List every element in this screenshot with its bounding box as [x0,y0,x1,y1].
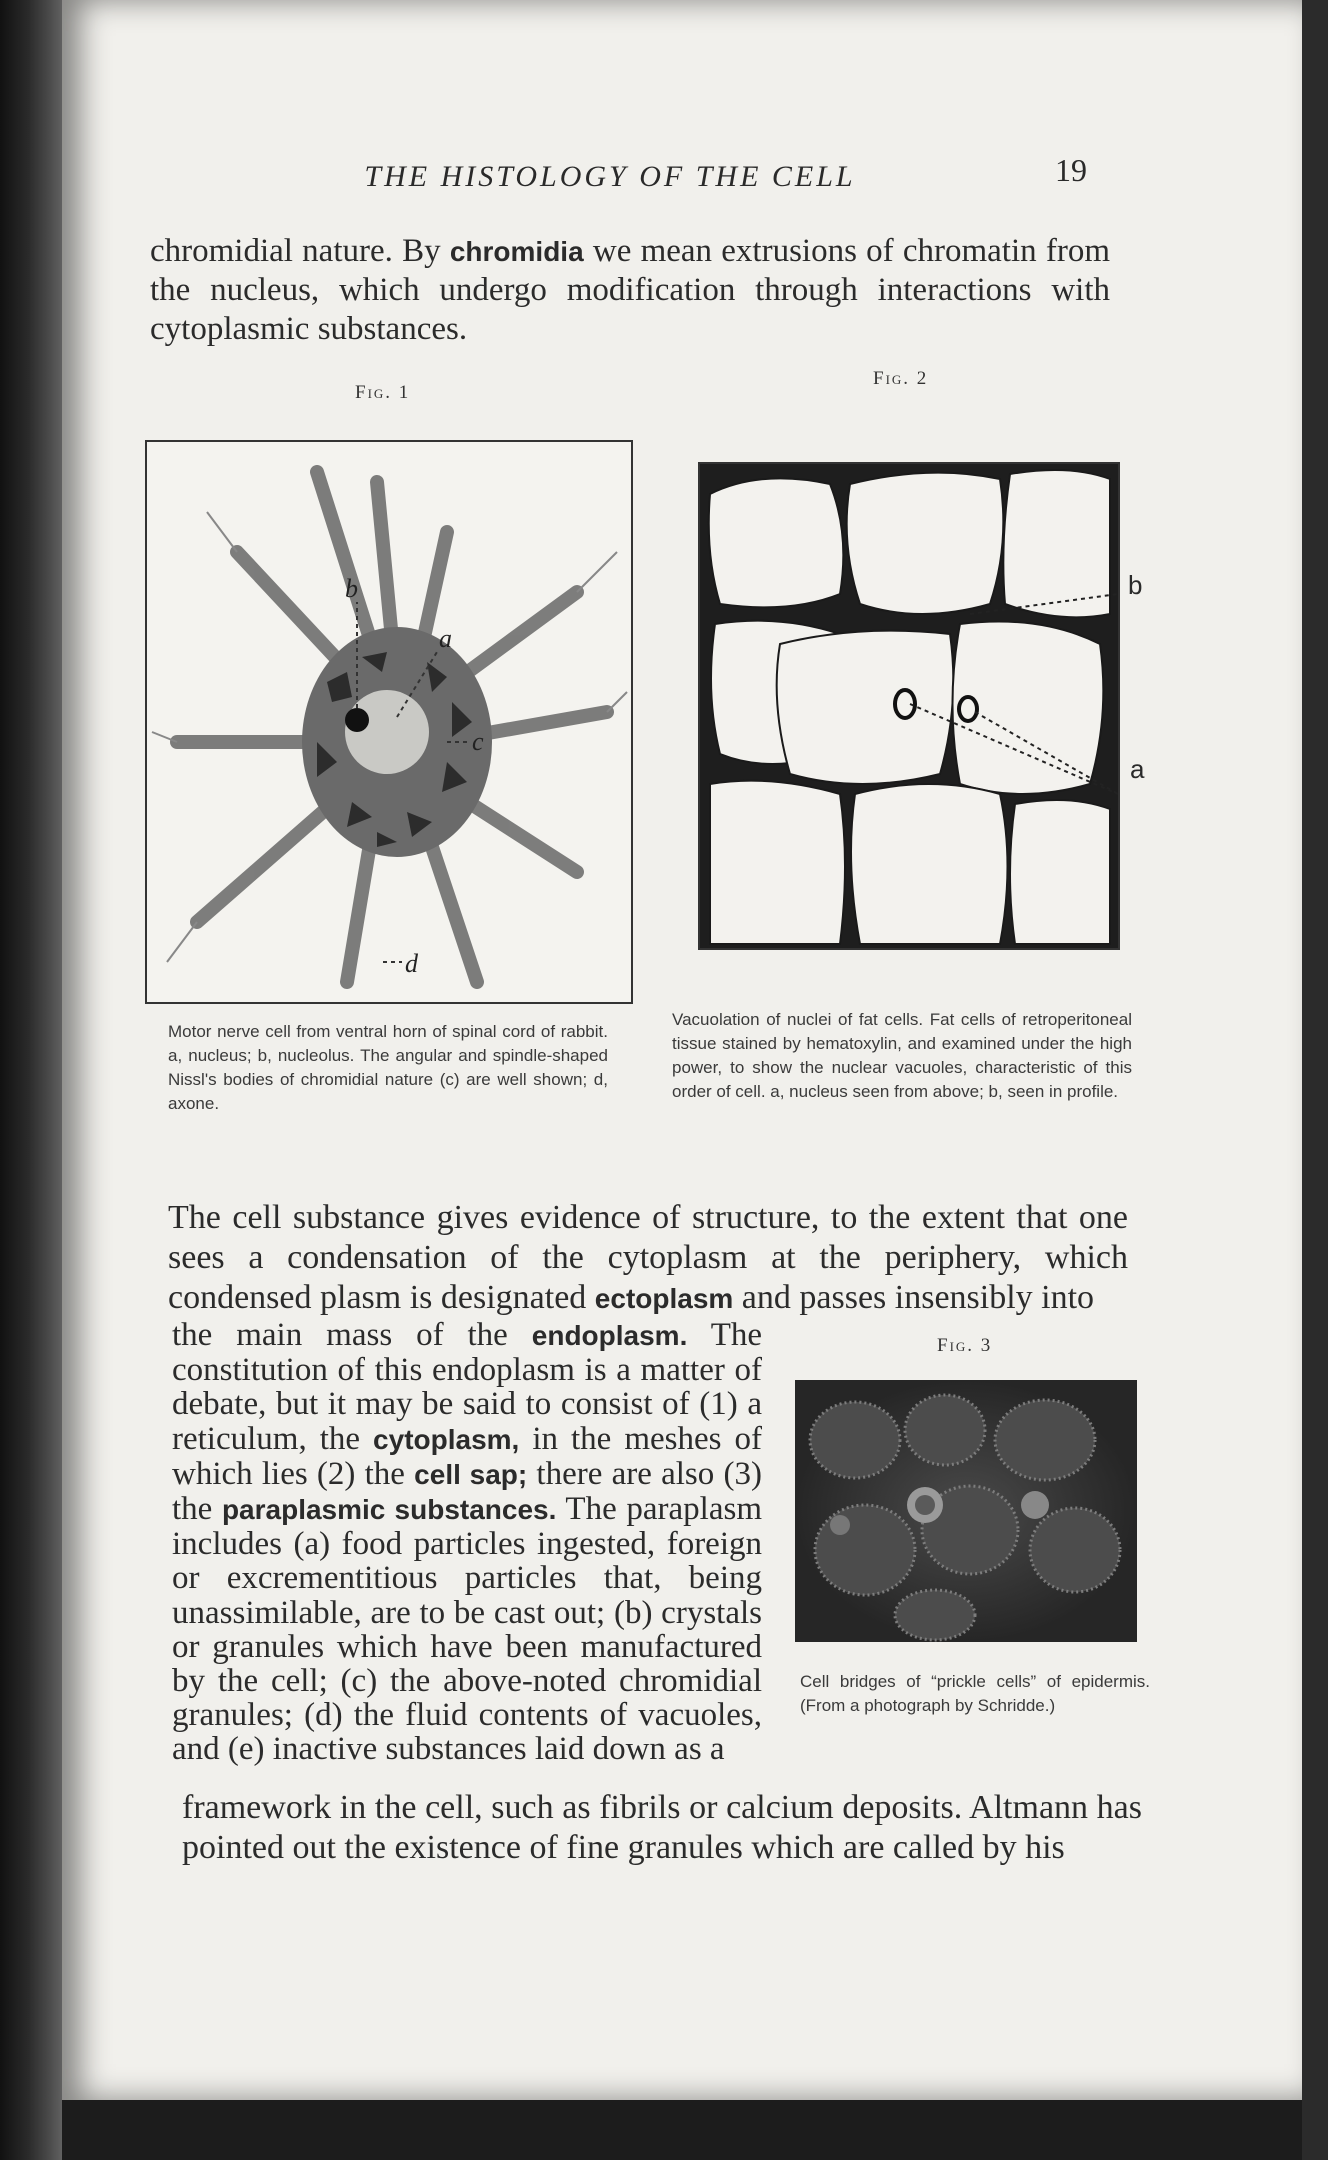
para2-text-4: there are also (3) the [172,1455,762,1528]
fig2-label: Fig. 2 [873,368,929,389]
fig2-caption: Vacuolation of nuclei of fat cells. Fat cells of retroperitoneal tissue stained by hematoxylin, and examined under the high power, to show the nuclear vacuoles, characteristic of this order of cell. a, nucleus seen from above; b, seen in profile. [672,1010,1132,1101]
para2-top-text-1: The cell substance gives evidence of structure, to the extent that one sees a condensation of the cytoplasm at the periphery, which condensed plasm is designated [168,1199,1128,1316]
fat-cells-drawing [700,464,1118,948]
fig1-label-a: a [439,624,452,653]
term-chromidia: chromidia [449,236,584,267]
fig1-caption: Motor nerve cell from ventral horn of spinal cord of rabbit. a, nucleus; b, nucleolus. The angular and spindle-shaped Nissl's bodies of chromidial nature (c) are well shown; d, axone. [168,1022,608,1113]
fig2-label-a: a [1130,754,1145,784]
intro-text-2: we mean extrusions of chromatin from the nucleus, which undergo modification through interactions with cytoplasmic substances. [150,233,1111,347]
fig1-label-b: b [345,574,358,603]
nerve-cell-drawing [147,442,631,1002]
para2-top-text-2: and passes insensibly into [733,1279,1095,1316]
fig1-nerve-cell-illustration [145,440,633,1004]
intro-text-1: chromidial nature. By [150,233,450,269]
prickle-cells-photo-image [795,1380,1137,1642]
fig1-label-c: c [472,727,484,756]
fig2-fat-cells-illustration [698,462,1120,950]
para2-text-5: The paraplasm includes (a) food particles ingested, foreign or excrementitious particles that, being unassimilable, are to be cast out; (b) crystals or granules which have been manufactured by the cell; (c) the above-noted chromidial granules; (d) the fluid contents of vacuoles, and (e) inactive substances laid down as a [172,1491,762,1768]
fig2-label-b: b [1128,570,1143,600]
fig3-label: Fig. 3 [937,1335,993,1356]
para2-top [168,1198,1128,1319]
fig1-label: Fig. 1 [355,382,411,403]
fig3-prickle-cells-photo [795,1380,1137,1642]
term-cytoplasm: cytoplasm, [373,1423,520,1455]
term-cell-sap: cell sap; [414,1458,528,1490]
term-ectoplasm: ectoplasm [594,1283,734,1314]
para2-text-3: in the meshes of which lies (2) the [172,1420,762,1492]
fig1-label-d: d [405,949,418,978]
running-head: THE HISTOLOGY OF THE CELL [364,160,856,193]
fig3-caption: Cell bridges of “prickle cells” of epidermis. (From a photograph by Schridde.) [800,1672,1150,1715]
term-paraplasmic-substances: paraplasmic substances. [221,1494,557,1526]
para2-left-column [172,1318,762,1767]
para2-bottom: framework in the cell, such as fibrils or calcium deposits. Altmann has pointed out the existence of fine granules which are called by his [182,1789,1142,1866]
page-bottom-edge [62,2100,1302,2160]
term-endoplasm: endoplasm. [531,1320,688,1351]
intro-paragraph [150,232,1110,349]
book-gutter-shadow [0,0,70,2160]
para2-text-1: the main mass of the [172,1317,532,1353]
para2-text-2: The constitution of this endoplasm is a matter of debate, but it may be said to consist of (1) a reticulum, the [172,1317,762,1457]
page-number: 19 [1055,152,1087,188]
